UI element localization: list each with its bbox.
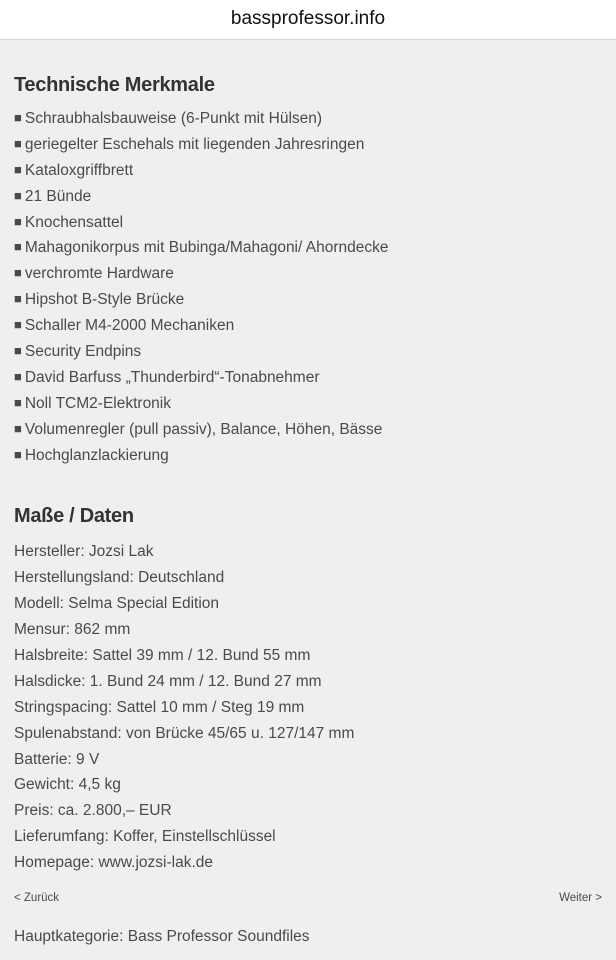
feature-text: Volumenregler (pull passiv), Balance, Höhen, Bässe — [24, 420, 383, 438]
square-bullet-icon: ■ — [14, 394, 22, 410]
square-bullet-icon: ■ — [14, 291, 22, 307]
feature-item — [14, 365, 602, 391]
browser-address-bar[interactable] — [0, 0, 616, 40]
spec-row: Batterie: 9 V — [14, 750, 100, 768]
feature-text: geriegelter Eschehals mit liegenden Jahresringen — [24, 135, 365, 153]
specs-list — [14, 539, 602, 876]
square-bullet-icon: ■ — [14, 368, 22, 384]
pagination — [14, 883, 602, 913]
feature-item — [14, 313, 602, 339]
next-link[interactable]: Weiter > — [559, 892, 602, 905]
features-list — [14, 106, 602, 468]
site-domain[interactable]: bassprofessor.info — [230, 7, 386, 29]
feature-text: Kataloxgriffbrett — [24, 161, 134, 179]
feature-text: Noll TCM2-Elektronik — [24, 394, 171, 412]
square-bullet-icon: ■ — [14, 420, 22, 436]
article-content — [0, 73, 616, 949]
spec-row: Homepage: www.jozsi-lak.de — [14, 854, 214, 872]
spec-row: Hersteller: Jozsi Lak — [14, 543, 154, 561]
spec-row: Gewicht: 4,5 kg — [14, 776, 121, 794]
feature-item — [14, 184, 602, 210]
spec-row: Spulenabstand: von Brücke 45/65 u. 127/147 mm — [14, 724, 355, 742]
square-bullet-icon: ■ — [14, 161, 22, 177]
feature-text: Hipshot B-Style Brücke — [24, 291, 185, 309]
feature-item — [14, 391, 602, 417]
feature-text: Security Endpins — [24, 343, 142, 361]
spec-row: Herstellungsland: Deutschland — [14, 569, 225, 587]
feature-item — [14, 132, 602, 158]
feature-text: Knochensattel — [24, 213, 124, 231]
feature-item — [14, 417, 602, 443]
feature-text: Hochglanzlackierung — [24, 446, 169, 464]
square-bullet-icon: ■ — [14, 110, 22, 125]
main-category: Hauptkategorie: Bass Professor Soundfiles — [14, 928, 310, 946]
spec-row: Lieferumfang: Koffer, Einstellschlüssel — [14, 828, 276, 846]
feature-item — [14, 339, 602, 365]
previous-link[interactable]: < Zurück — [14, 892, 60, 905]
square-bullet-icon: ■ — [14, 187, 22, 203]
feature-item — [14, 158, 602, 184]
spec-row: Mensur: 862 mm — [14, 621, 131, 639]
feature-item — [14, 106, 602, 132]
feature-item — [14, 210, 602, 236]
feature-text: Schraubhalsbauweise (6-Punkt mit Hülsen) — [24, 110, 323, 127]
feature-text: verchromte Hardware — [24, 265, 174, 283]
square-bullet-icon: ■ — [14, 446, 22, 462]
feature-item — [14, 235, 602, 261]
spec-row: Stringspacing: Sattel 10 mm / Steg 19 mm — [14, 698, 305, 716]
specs-heading: Maße / Daten — [14, 505, 134, 528]
feature-text: Schaller M4-2000 Mechaniken — [24, 317, 235, 335]
feature-item — [14, 287, 602, 313]
feature-text: 21 Bünde — [24, 187, 92, 205]
spec-row: Modell: Selma Special Edition — [14, 595, 220, 613]
feature-item — [14, 443, 602, 469]
spec-row: Halsbreite: Sattel 39 mm / 12. Bund 55 mm — [14, 647, 311, 665]
square-bullet-icon: ■ — [14, 135, 22, 151]
spec-row: Halsdicke: 1. Bund 24 mm / 12. Bund 27 mm — [14, 672, 322, 690]
feature-text: Mahagonikorpus mit Bubinga/Mahagoni/ Ahorndecke — [24, 239, 389, 257]
features-heading: Technische Merkmale — [14, 74, 215, 96]
square-bullet-icon: ■ — [14, 265, 22, 281]
square-bullet-icon: ■ — [14, 239, 22, 255]
square-bullet-icon: ■ — [14, 317, 22, 333]
spec-row: Preis: ca. 2.800,– EUR — [14, 802, 172, 820]
feature-item — [14, 261, 602, 287]
feature-text: David Barfuss „Thunderbird“-Tonabnehmer — [24, 368, 320, 386]
square-bullet-icon: ■ — [14, 213, 22, 229]
square-bullet-icon: ■ — [14, 343, 22, 359]
